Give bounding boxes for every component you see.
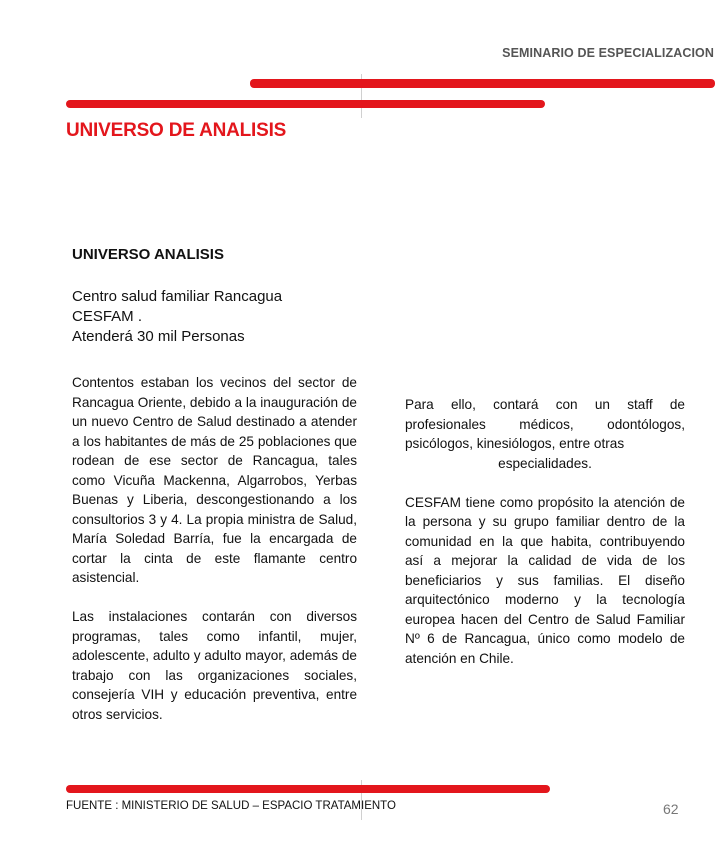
- header-label: SEMINARIO DE ESPECIALIZACION: [502, 46, 714, 60]
- intro-line-capacity: Atenderá 30 mil Personas: [72, 328, 245, 345]
- intro-block: [72, 287, 362, 347]
- left-paragraph-programs: Las instalaciones contarán con diversos programas, tales como infantil, mujer, adolescente, adulto y adulto mayor, además de trabajo con las organizaciones sociales, consejería VIH y educación preventiva, entre otros servicios.: [72, 609, 357, 722]
- footer-source: FUENTE : MINISTERIO DE SALUD – ESPACIO TRATAMIENTO: [66, 800, 396, 812]
- page-number: 62: [663, 801, 679, 817]
- footer-accent-bar: [66, 785, 550, 793]
- right-column: [405, 395, 685, 668]
- intro-line-facility: Centro salud familiar Rancagua: [72, 288, 283, 305]
- top-accent-bar: [250, 79, 715, 88]
- intro-line-acronym: CESFAM .: [72, 308, 143, 325]
- left-paragraph-inauguration: Contentos estaban los vecinos del sector de Rancagua Oriente, debido a la inauguración de un nuevo Centro de Salud destinado a atender a los habitantes de más de 25 poblaciones que rodean de ese sector de Rancagua, tales como Vicuña Mackenna, Algarrobos, Yerbas Buenas y Liberia, descongestionando a los consultorios 3 y 4. La propia ministra de Salud, María Soledad Barría, fue la encargada de cortar la cinta de este flamante centro asistencial.: [72, 375, 357, 585]
- right-paragraph-staff-end: especialidades.: [498, 455, 592, 471]
- section-title: UNIVERSO DE ANALISIS: [66, 120, 287, 141]
- right-paragraph-purpose: CESFAM tiene como propósito la atención de la persona y su grupo familiar dentro de la comunidad en la que habita, contribuyendo así a mejorar la calidad de vida de los beneficiarios y sus familias. El diseño arquitectónico moderno y la tecnología europea hacen del Centro de Salud Familiar Nº 6 de Rancagua, único como modelo de atención en Chile.: [405, 494, 685, 666]
- left-column: [72, 373, 357, 724]
- title-accent-bar: [66, 100, 545, 108]
- sub-heading: UNIVERSO ANALISIS: [72, 246, 224, 263]
- right-paragraph-staff: Para ello, contará con un staff de profesionales médicos, odontólogos, psicólogos, kinesiólogos, entre otras: [405, 397, 685, 451]
